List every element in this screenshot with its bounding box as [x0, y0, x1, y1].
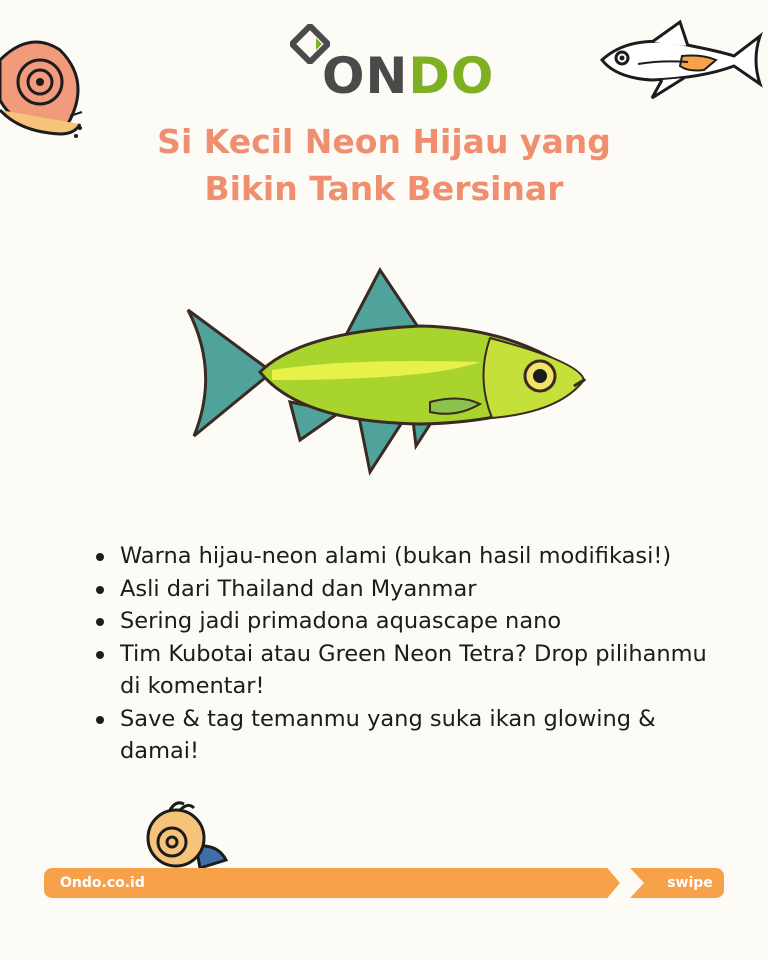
- tetra-fish-icon: [592, 12, 764, 104]
- small-snail-icon: [140, 798, 232, 870]
- logo-wordmark: [322, 46, 494, 106]
- list-item: Tim Kubotai atau Green Neon Tetra? Drop pilihanmu di komentar!: [90, 638, 730, 703]
- swipe-label: swipe: [667, 875, 713, 891]
- footer-website-label: Ondo.co.id: [60, 875, 145, 891]
- list-item: Asli dari Thailand dan Myanmar: [90, 573, 730, 606]
- page-title: [0, 118, 768, 212]
- feature-list: [90, 540, 730, 768]
- list-item: Sering jadi primadona aquascape nano: [90, 605, 730, 638]
- logo-text-on: ON: [322, 47, 409, 105]
- title-line-1: Si Kecil Neon Hijau yang: [157, 122, 611, 161]
- swipe-chevron-icon: [604, 864, 664, 902]
- list-item: Warna hijau-neon alami (bukan hasil modifikasi!): [90, 540, 730, 573]
- logo-text-do: DO: [408, 47, 495, 105]
- list-item: Save & tag temanmu yang suka ikan glowing & damai!: [90, 703, 730, 768]
- brand-logo: [290, 18, 495, 105]
- title-line-2: Bikin Tank Bersinar: [204, 169, 564, 208]
- green-fish-illustration: [180, 262, 600, 482]
